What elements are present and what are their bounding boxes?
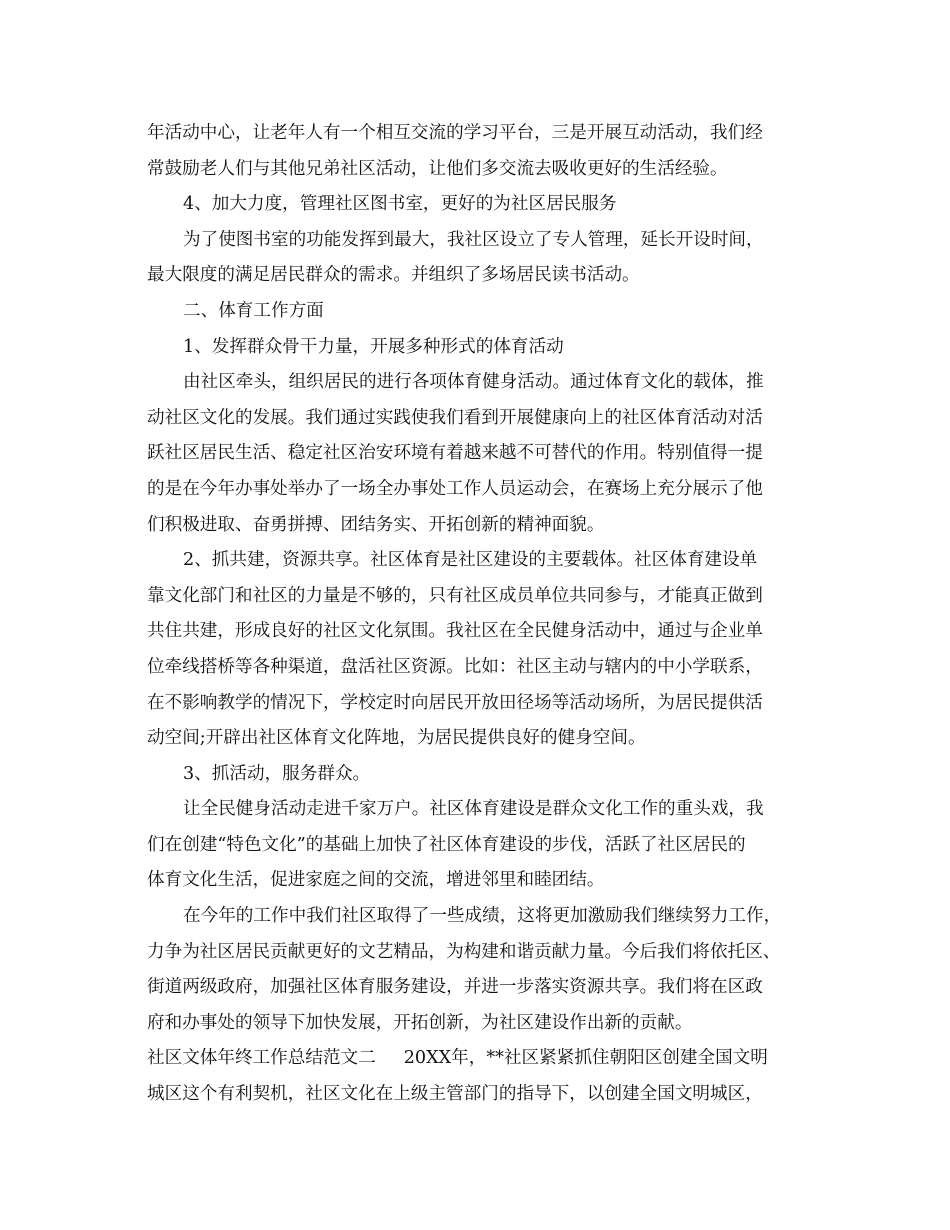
- paragraph-start-line: 由社区牵头，组织居民的进行各项体育健身活动。通过体育文化的载体，推: [183, 372, 764, 393]
- text-line: 共住共建，形成良好的社区文化氛围。我社区在全民健身活动中，通过与企业单: [147, 621, 763, 642]
- text-line: 城区这个有利契机，社区文化在上级主管部门的指导下，以创建全国文明城区，: [147, 1084, 763, 1105]
- text-line: 体育文化生活，促进家庭之间的交流，增进邻里和睦团结。: [147, 870, 605, 891]
- text-line: 动空间;开辟出社区体育文化阵地，为居民提供良好的健身空间。: [147, 728, 646, 749]
- text-line: 们积极进取、奋勇拼搏、团结务实、开拓创新的精神面貌。: [147, 514, 605, 535]
- section-title-line: [147, 1041, 817, 1077]
- subheading-line: 4、加大力度，管理社区图书室，更好的为社区居民服务: [183, 194, 617, 215]
- paragraph-start-line: 为了使图书室的功能发挥到最大，我社区设立了专人管理，延长开设时间，: [183, 229, 764, 250]
- text-line: 常鼓励老人们与其他兄弟社区活动，让他们多交流去吸收更好的生活经验。: [147, 158, 728, 179]
- section-title: 社区文体年终工作总结范文二: [147, 1048, 376, 1069]
- text-line: 力争为社区居民贡献更好的文艺精品，为构建和谐贡献力量。今后我们将依托区、: [147, 941, 781, 962]
- paragraph-start-line: 让全民健身活动走进千家万户。社区体育建设是群众文化工作的重头戏，我: [183, 799, 764, 820]
- section-intro: 20XX年，**社区紧紧抓住朝阳区创建全国文明: [403, 1048, 768, 1069]
- text-line: 们在创建“特色文化”的基础上加快了社区体育建设的步伐，活跃了社区居民的: [147, 834, 746, 855]
- text-line: 靠文化部门和社区的力量是不够的，只有社区成员单位共同参与，才能真正做到: [147, 585, 763, 606]
- text-line: 街道两级政府，加强社区体育服务建设，并进一步落实资源共享。我们将在区政: [147, 977, 763, 998]
- subheading-line: 1、发挥群众骨干力量，开展多种形式的体育活动: [183, 336, 564, 357]
- text-line: 最大限度的满足居民群众的需求。并组织了多场居民读书活动。: [147, 265, 640, 286]
- document-body: [147, 116, 817, 1113]
- text-line: 跃社区居民生活、稳定社区治安环境有着越来越不可替代的作用。特别值得一提: [147, 443, 763, 464]
- text-line: 位牵线搭桥等各种渠道，盘活社区资源。比如：社区主动与辖内的中小学联系，: [147, 656, 763, 677]
- paragraph-start-line: 在今年的工作中我们社区取得了一些成绩，这将更加激励我们继续努力工作，: [183, 906, 782, 927]
- paragraph-start-line: 2、抓共建，资源共享。社区体育是社区建设的主要载体。社区体育建设单: [183, 550, 758, 571]
- subheading-line: 3、抓活动，服务群众。: [183, 763, 371, 784]
- section-heading-line: 二、体育工作方面: [183, 300, 324, 321]
- text-line: 在不影响教学的情况下，学校定时向居民开放田径场等活动场所，为居民提供活: [147, 692, 763, 713]
- text-line: 的是在今年办事处举办了一场全办事处工作人员运动会，在赛场上充分展示了他: [147, 478, 763, 499]
- text-line: 府和办事处的领导下加快发展，开拓创新，为社区建设作出新的贡献。: [147, 1012, 693, 1033]
- text-line: 动社区文化的发展。我们通过实践使我们看到开展健康向上的社区体育活动对活: [147, 407, 763, 428]
- text-line: 年活动中心，让老年人有一个相互交流的学习平台，三是开展互动活动，我们经: [147, 123, 763, 143]
